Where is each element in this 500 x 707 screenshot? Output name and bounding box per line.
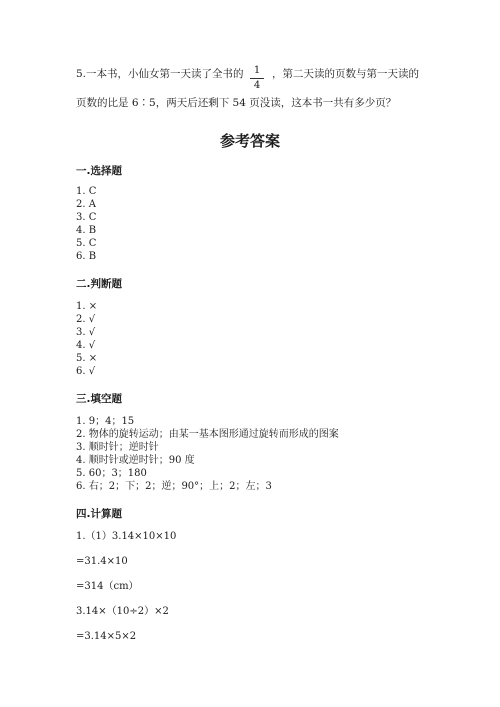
answer-item: 5. 60；3；180	[76, 468, 147, 479]
page-title: 参考答案	[219, 132, 280, 150]
answer-item: 6. B	[76, 251, 97, 262]
answer-item: 5. ×	[76, 353, 98, 364]
answer-item: 2. A	[76, 199, 96, 210]
fraction-one-quarter	[250, 65, 264, 92]
section-heading-calculation: 四.计算题	[76, 508, 122, 520]
calculation-step: =3.14×5×2	[76, 631, 137, 642]
answer-item: 5. C	[76, 238, 97, 249]
answer-item: 4. 顺时针或逆时针；90 度	[76, 455, 195, 466]
answer-item: 4. √	[76, 340, 96, 351]
calculation-step: 1.（1）3.14×10×10	[76, 531, 177, 542]
answer-item: 6. √	[76, 366, 96, 377]
calculation-step: 3.14×（10÷2）×2	[76, 606, 169, 617]
answer-item: 1. 9；4；15	[76, 416, 135, 427]
answer-item: 2. √	[76, 314, 96, 325]
section-heading-judgement: 二.判断题	[76, 278, 122, 290]
question-line-1-part2: ，第二天读的页数与第一天读的	[272, 68, 419, 80]
calculation-step: =31.4×10	[76, 556, 128, 567]
answer-item: 1. ×	[76, 301, 98, 312]
section-heading-fill-blank: 三.填空题	[76, 393, 122, 405]
answer-item: 3. C	[76, 212, 97, 223]
answer-item: 2. 物体的旋转运动；由某一基本图形通过旋转而形成的图案	[76, 429, 339, 440]
question-line-2: 页数的比是 6∶5，两天后还剩下 54 页没读，这本书一共有多少页？	[76, 97, 397, 109]
calculation-step: =314（cm）	[76, 581, 139, 592]
answer-item: 4. B	[76, 225, 97, 236]
section-heading-choice: 一.选择题	[76, 165, 122, 177]
question-line-1-part1: 5.一本书，小仙女第一天读了全书的	[76, 68, 244, 80]
answer-item: 3. 顺时针；逆时针	[76, 442, 159, 453]
answer-item: 6. 右；2；下；2；逆；90°；上；2；左；3	[76, 481, 272, 492]
answer-item: 3. √	[76, 327, 96, 338]
answer-item: 1. C	[76, 186, 97, 197]
fraction-denominator: 4	[253, 80, 261, 91]
fraction-bar	[250, 78, 264, 79]
fraction-numerator: 1	[253, 65, 261, 76]
